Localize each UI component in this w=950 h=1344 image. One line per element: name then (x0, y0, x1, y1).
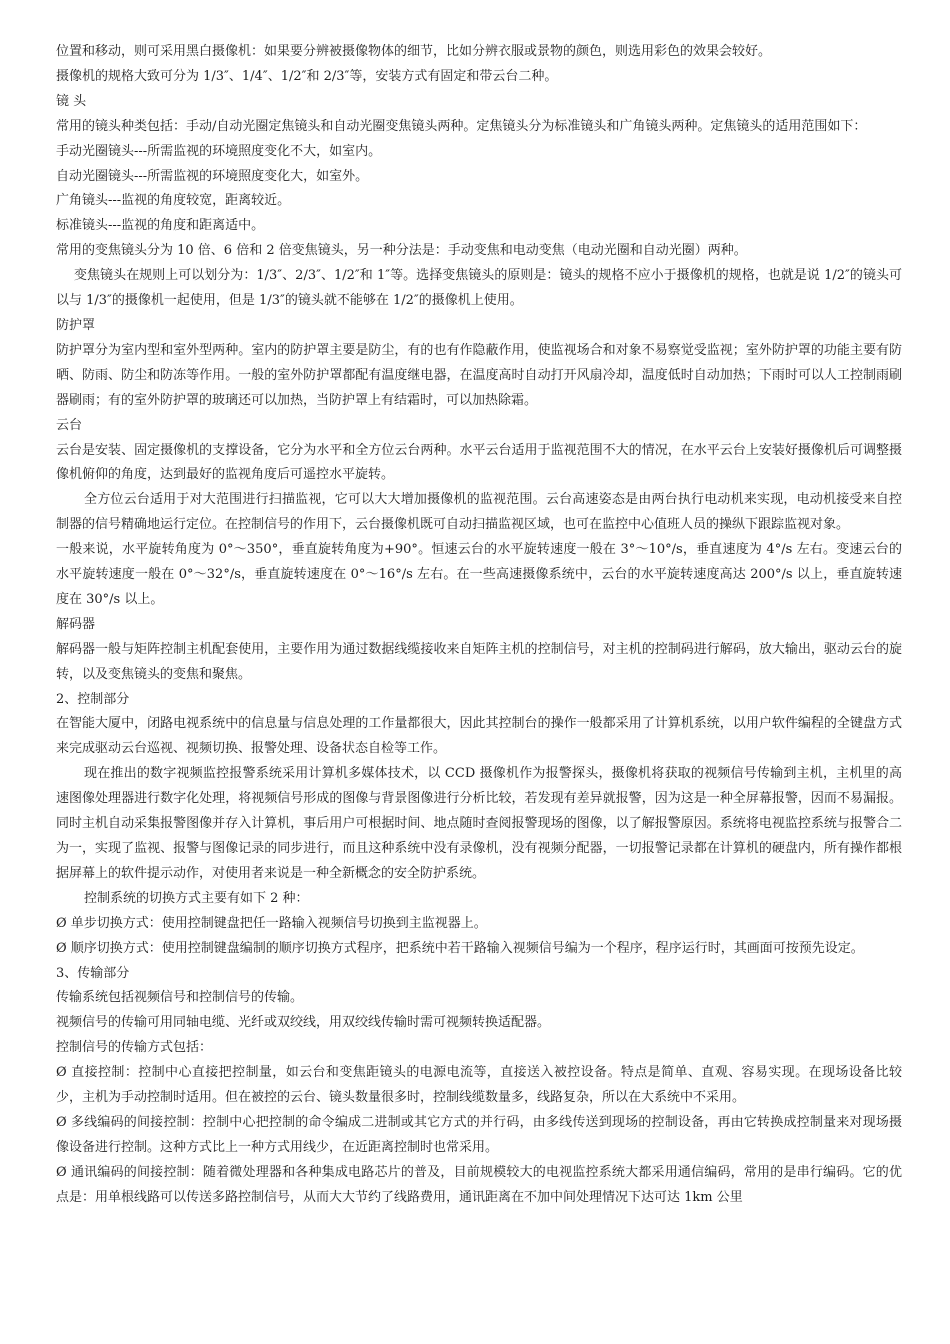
heading-pan-tilt: 云台 (56, 417, 83, 433)
heading-lens: 镜 头 (56, 93, 87, 109)
heading-decoder: 解码器 (56, 616, 96, 632)
paragraph-zoom-spec: 变焦镜头在规则上可以划分为：1/3″、2/3″、1/2″和 1″等。选择变焦镜头的原则是：镜头的规格不应小于摄像机的规格，也就是说 1/2″的镜头可以与 1/3″的摄像机一起使用，但是 1/3″的镜头就不能够在 1/2″的摄像机上使用。 (56, 268, 902, 309)
list-item-single-step: Ø 单步切换方式：使用控制键盘把任一路输入视频信号切换到主监视器上。 (56, 915, 487, 931)
heading-transmission: 3、传输部分 (56, 965, 130, 981)
list-item-direct-control: Ø 直接控制：控制中心直接把控制量，如云台和变焦距镜头的电源电流等，直接送入被控设备。特点是简单、直观、容易实现。在现场设备比较少，主机为手动控制时适用。但在被控的云台、镜头数量很多时，控制线缆数量多，线路复杂，所以在大系统中不采用。 (56, 1065, 902, 1106)
paragraph-video-transmission: 视频信号的传输可用同轴电缆、光纤或双绞线，用双绞线传输时需可视频转换适配器。 (56, 1015, 551, 1031)
list-item-sequential: Ø 顺序切换方式：使用控制键盘编制的顺序切换方式程序，把系统中若干路输入视频信号编为一个程序，程序运行时，其画面可按预先设定。 (56, 940, 864, 956)
paragraph-pan-tilt: 云台是安装、固定摄像机的支撑设备，它分为水平和全方位云台两种。水平云台适用于监视范围不大的情况，在水平云台上安装好摄像机后可调整摄像机俯仰的角度，达到最好的监视角度后可遥控水平旋转。 (56, 442, 902, 483)
paragraph-switch-modes: 控制系统的切换方式主要有如下 2 种： (84, 890, 309, 906)
paragraph-standard-lens: 标准镜头---监视的角度和距离适中。 (56, 218, 265, 234)
paragraph-rotation-speed: 一般来说，水平旋转角度为 0°～350°，垂直旋转角度为+90°。恒速云台的水平旋转速度一般在 3°～10°/s，垂直速度为 4°/s 左右。变速云台的水平旋转速度一般在 0°～32°/s，垂直旋转速度在 0°～16°/s 左右。在一些高速摄像系统中，云台的水平旋转速度高达 200°/s 以上，垂直旋转速度在 30°/s 以上。 (56, 542, 902, 607)
paragraph-digital-alarm: 现在推出的数字视频监控报警系统采用计算机多媒体技术，以 CCD 摄像机作为报警探头，摄像机将获取的视频信号传输到主机，主机里的高速图像处理器进行数字化处理，将视频信号形成的图像与背景图像进行分析比较，若发现有差异就报警，因为这是一种全屏幕报警，因而不易漏报。同时主机自动采集报警图像并存入计算机，事后用户可根据时间、地点随时查阅报警现场的图像，以了解报警原因。系统将电视监控系统与报警合二为一，实现了监视、报警与图像记录的同步进行，而且这种系统中没有录像机，没有视频分配器，一切报警记录都在计算机的硬盘内，所有操作都根据屏幕上的软件提示动作，对使用者来说是一种全新概念的安全防护系统。 (56, 766, 902, 881)
list-item-comm-control: Ø 通讯编码的间接控制：随着微处理器和各种集成电路芯片的普及，目前规模较大的电视监控系统大都采用通信编码，常用的是串行编码。它的优点是：用单根线路可以传送多路控制信号，从而大大节约了线路费用，通讯距离在不加中间处理情况下达可达 1km 公里 (56, 1164, 902, 1205)
paragraph-decoder: 解码器一般与矩阵控制主机配套使用，主要作用为通过数据线缆接收来自矩阵主机的控制信号，对主机的控制码进行解码，放大输出，驱动云台的旋转，以及变焦镜头的变焦和聚焦。 (56, 641, 902, 682)
heading-housing: 防护罩 (56, 317, 96, 333)
paragraph-manual-iris: 手动光圈镜头---所需监视的环境照度变化不大，如室内。 (56, 143, 382, 159)
paragraph-control-intro: 在智能大厦中，闭路电视系统中的信息量与信息处理的工作量都很大，因此其控制台的操作一般都采用了计算机系统，以用户软件编程的全键盘方式来完成驱动云台巡视、视频切换、报警处理、设备状态自检等工作。 (56, 716, 902, 757)
document-page (56, 40, 902, 1211)
paragraph-full-pan-tilt: 全方位云台适用于对大范围进行扫描监视，它可以大大增加摄像机的监视范围。云台高速姿态是由两台执行电动机来实现，电动机接受来自控制器的信号精确地运行定位。在控制信号的作用下，云台摄像机既可自动扫描监视区域，也可在监控中心值班人员的操纵下跟踪监视对象。 (56, 492, 902, 533)
paragraph-camera-color: 位置和移动，则可采用黑白摄像机：如果要分辨被摄像物体的细节，比如分辨衣服或景物的颜色，则选用彩色的效果会较好。 (56, 44, 772, 59)
list-item-multiline-control: Ø 多线编码的间接控制：控制中心把控制的命令编成二进制或其它方式的并行码，由多线传送到现场的控制设备，再由它转换成控制量来对现场摄像设备进行控制。这种方式比上一种方式用线少，在近距离控制时也常采用。 (56, 1114, 902, 1155)
paragraph-auto-iris: 自动光圈镜头---所需监视的环境照度变化大，如室外。 (56, 168, 369, 184)
heading-control: 2、控制部分 (56, 691, 130, 707)
paragraph-camera-spec: 摄像机的规格大致可分为 1/3″、1/4″、1/2″和 2/3″等，安装方式有固定和带云台二种。 (56, 68, 558, 84)
paragraph-transmission-intro: 传输系统包括视频信号和控制信号的传输。 (56, 990, 304, 1006)
paragraph-control-transmission: 控制信号的传输方式包括： (56, 1040, 213, 1056)
paragraph-lens-types: 常用的镜头种类包括：手动/自动光圈定焦镜头和自动光圈变焦镜头两种。定焦镜头分为标准镜头和广角镜头两种。定焦镜头的适用范围如下： (56, 118, 867, 134)
paragraph-zoom-lens: 常用的变焦镜头分为 10 倍、6 倍和 2 倍变焦镜头，另一种分法是：手动变焦和电动变焦（电动光圈和自动光圈）两种。 (56, 243, 747, 259)
paragraph-wide-angle: 广角镜头---监视的角度较宽，距离较近。 (56, 193, 291, 209)
paragraph-housing: 防护罩分为室内型和室外型两种。室内的防护罩主要是防尘，有的也有作隐蔽作用，使监视场合和对象不易察觉受监视；室外防护罩的功能主要有防晒、防雨、防尘和防冻等作用。一般的室外防护罩都配有温度继电器，在温度高时自动打开风扇冷却，温度低时自动加热；下雨时可以人工控制雨刷器刷雨；有的室外防护罩的玻璃还可以加热，当防护罩上有结霜时，可以加热除霜。 (56, 342, 902, 408)
